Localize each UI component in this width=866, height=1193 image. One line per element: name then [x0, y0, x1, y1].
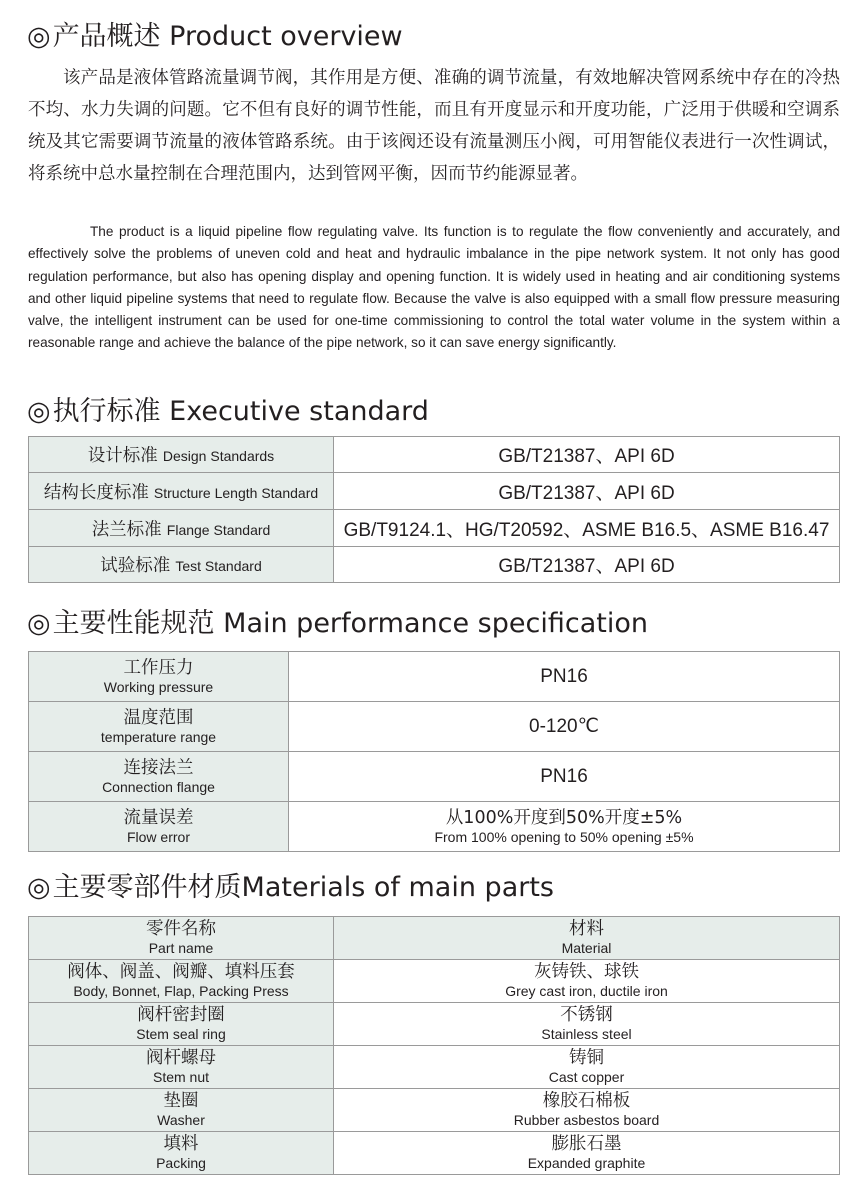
material-header: 材料 Material: [334, 917, 840, 960]
part-name-cell: 垫圈 Washer: [29, 1089, 334, 1132]
overview-heading: [27, 20, 403, 54]
table-row: [29, 1046, 840, 1089]
table-row: [29, 510, 840, 547]
table-row: [29, 1003, 840, 1046]
material-cell: 灰铸铁、球铁 Grey cast iron, ductile iron: [334, 960, 840, 1003]
standard-label-cell: 结构长度标准 Structure Length Standard: [29, 473, 334, 510]
table-row: [29, 1132, 840, 1175]
performance-label-cell: 连接法兰 Connection flange: [29, 752, 289, 802]
performance-value-cell: 0-120℃: [289, 702, 840, 752]
table-row: [29, 437, 840, 473]
table-row: [29, 1089, 840, 1132]
material-cell: 铸铜 Cast copper: [334, 1046, 840, 1089]
performance-label-cell: 流量误差 Flow error: [29, 802, 289, 852]
standard-heading-text: 执行标准 Executive standard: [52, 396, 429, 427]
part-name-header: 零件名称 Part name: [29, 917, 334, 960]
standard-value-cell: GB/T21387、API 6D: [334, 437, 840, 473]
overview-paragraph-en: The product is a liquid pipeline flow regulating valve. Its function is to regulate the flow conveniently and accurately, and effectively solve the problems of uneven cold and heat and hydraulic imbalance in the pipe network system. It not only has good regulation performance, but also has opening display and opening function. It is widely used in heating and air conditioning systems and other liquid pipeline systems that need to regulate flow. Because the valve is also equipped with a small flow pressure measuring valve, the intelligent instrument can be used for one-time commissioning to control the total water volume in the system within a reasonable range and achieve the balance of the pipe network, so it can save energy significantly.: [28, 224, 840, 351]
standard-value-cell: GB/T9124.1、HG/T20592、ASME B16.5、ASME B16.47: [334, 510, 840, 547]
materials-heading: [27, 871, 554, 905]
bullseye-icon: ◎: [27, 608, 51, 639]
standard-value-cell: GB/T21387、API 6D: [334, 473, 840, 510]
table-row: [29, 702, 840, 752]
table-row: [29, 802, 840, 852]
part-name-cell: 阀杆螺母 Stem nut: [29, 1046, 334, 1089]
overview-heading-text: 产品概述 Product overview: [52, 21, 403, 52]
performance-table: [28, 651, 840, 852]
overview-paragraph-cn: 该产品是液体管路流量调节阀，其作用是方便、准确的调节流量，有效地解决管网系统中存在的冷热不均、水力失调的问题。它不但有良好的调节性能，而且有开度显示和开度功能，广泛用于供暖和空调系统及其它需要调节流量的液体管路系统。由于该阀还设有流量测压小阀，可用智能仪表进行一次性调试，将系统中总水量控制在合理范围内，达到管网平衡，因而节约能源显著。: [28, 68, 840, 184]
table-row: [29, 752, 840, 802]
standard-value-cell: GB/T21387、API 6D: [334, 547, 840, 583]
part-name-cell: 阀杆密封圈 Stem seal ring: [29, 1003, 334, 1046]
table-row: [29, 473, 840, 510]
material-cell: 不锈钢 Stainless steel: [334, 1003, 840, 1046]
standard-label-cell: 试验标准 Test Standard: [29, 547, 334, 583]
bullseye-icon: ◎: [27, 21, 51, 52]
standard-heading: [27, 395, 429, 429]
performance-label-cell: 工作压力 Working pressure: [29, 652, 289, 702]
materials-table: [28, 916, 840, 1175]
standard-table: [28, 436, 840, 583]
part-name-cell: 填料 Packing: [29, 1132, 334, 1175]
performance-label-cell: 温度范围 temperature range: [29, 702, 289, 752]
standard-label-cell: 设计标准 Design Standards: [29, 437, 334, 473]
table-row: [29, 547, 840, 583]
performance-value-cell: PN16: [289, 652, 840, 702]
part-name-cell: 阀体、阀盖、阀瓣、填料压套 Body, Bonnet, Flap, Packing Press: [29, 960, 334, 1003]
table-row: [29, 652, 840, 702]
performance-heading: [27, 607, 648, 641]
material-cell: 膨胀石墨 Expanded graphite: [334, 1132, 840, 1175]
performance-value-cell: 从100%开度到50%开度±5% From 100% opening to 50% opening ±5%: [289, 802, 840, 852]
bullseye-icon: ◎: [27, 396, 51, 427]
table-header-row: [29, 917, 840, 960]
material-cell: 橡胶石棉板 Rubber asbestos board: [334, 1089, 840, 1132]
materials-heading-text: 主要零部件材质Materials of main parts: [52, 872, 554, 903]
table-row: [29, 960, 840, 1003]
bullseye-icon: ◎: [27, 872, 51, 903]
performance-heading-text: 主要性能规范 Main performance specification: [52, 608, 648, 639]
performance-value-cell: PN16: [289, 752, 840, 802]
standard-label-cell: 法兰标准 Flange Standard: [29, 510, 334, 547]
